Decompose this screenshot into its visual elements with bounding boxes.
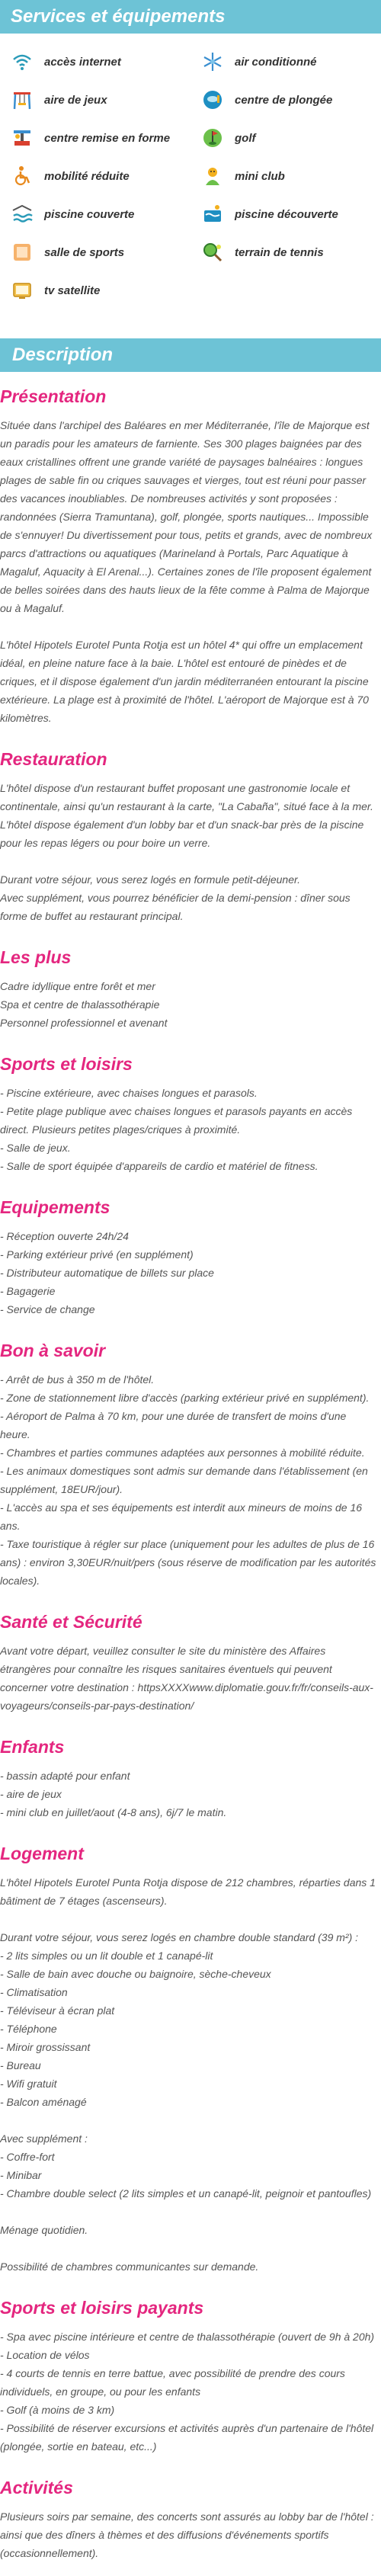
section-pr-sentation [0,386,378,727]
description-title: Description [12,344,114,365]
section-paragraph: - Spa avec piscine intérieure et centre de thalassothérapie (ouvert de 9h à 20h) - Location de vélos - 4 courts de tennis en terre battue, avec possibilité de prendre des cours individuels, en groupe, ou pour les enfants - Golf (à moins de 3 km) - Possibilité de réserver excursions et activités auprès d'un partenaire de l'hôtel (plongée, sortie en bateau, etc...) [0,2331,375,2453]
section-sant-et-s-curit- [0,1611,378,1715]
section-les-plus [0,947,378,1032]
section-paragraph: Plusieurs soirs par semaine, des concerts sont assurés au lobby bar de l'hôtel : ainsi que des dîners à thèmes et des diffusions d'événements sportifs (occasionnellement). [0,2510,374,2559]
amenity-label: centre remise en forme [44,131,171,145]
amenity-label: golf [235,131,256,145]
section-paragraph: - Arrêt de bus à 350 m de l'hôtel. - Zone de stationnement libre d'accès (parking extérieur privé en supplément). - Aéroport de Palma à 70 km, pour une durée de transfert de moins d'une heure. - Chambres et parties communes adaptées aux personnes à mobilité réduite. - Les animaux domestiques sont admis sur demande dans l'établissement (en supplément, 18EUR/jour). - L'accès au spa et ses équipements est interdit aux mineurs de moins de 16 ans. - Taxe touristique à régler sur place (uniquement pour les adultes de plus de 16 ans) : environ 3,30EUR/nuit/pers (sous réserve de modification par les autorités locales). [0,1373,376,1587]
section-heading: Sports et loisirs payants [0,2298,204,2318]
section-paragraph: Avec supplément : - Coffre-fort - Minibar - Chambre double select (2 lits simples et un canapé-lit, peignoir et pantoufles) [0,2132,372,2200]
section-sports-et-loisirs-payants [0,2297,378,2456]
section-logement [0,1843,378,2276]
sports-hall-icon [11,241,34,264]
section-heading: Bon à savoir [0,1341,106,1360]
description-banner [0,338,381,372]
amenity-item [5,273,195,308]
section-paragraph: L'hôtel dispose d'un restaurant buffet proposant une gastronomie locale et continentale, ainsi qu'un restaurant à la carte, "La Cabaña", situé face à la mer. L'hôtel dispose également d'un lobby bar et d'un snack-bar près de la piscine pour les repas légers ou pour boire un verre. [0,782,373,849]
section-restauration [0,748,378,925]
amenity-label: terrain de tennis [235,245,324,259]
amenity-label: piscine découverte [235,207,338,221]
section-paragraph: Durant votre séjour, vous serez logés en formule petit-déjeuner. Avec supplément, vous pourrez bénéficier de la demi-pension : dîner sous forme de buffet au restaurant principal. [0,873,351,922]
amenity-label: air conditionné [235,55,317,69]
outdoor-pool-icon [201,203,224,226]
amenity-label: tv satellite [44,284,101,297]
snowflake-icon [201,50,224,73]
section-paragraph: - Réception ouverte 24h/24 - Parking extérieur privé (en supplément) - Distributeur automatique de billets sur place - Bagagerie - Service de change [0,1230,214,1315]
description-content [0,386,381,2562]
section-paragraph: Située dans l'archipel des Baléares en mer Méditerranée, l'île de Majorque est un paradis pour les amateurs de farniente. Ses 300 plages baignées par des eaux cristallines offrent une grande variété de paysages balnéaires : longues plages de sable fin ou criques sauvages et vierges, tout est réuni pour passer des vacances inoubliables. De nombreuses activités y sont proposées : randonnées (Sierra Tramuntana), golf, plongée, sports nautiques... Impossible de s'ennuyer! Du divertissement pour tous, petits et grands, avec de nombreux parcs d'attractions ou aquatiques (Marineland à Portals, Parc Aquatique à Magaluf, Aquacity à El Arenal...). Certaines zones de l'île proposent également de belles soirées dans des hauts lieux de la fête comme à Palma de Majorque ou à Magaluf. [0,419,373,614]
indoor-pool-icon [11,203,34,226]
section-heading: Logement [0,1844,84,1863]
services-banner [0,0,381,34]
section-sports-et-loisirs [0,1053,378,1175]
amenity-item [195,120,381,155]
wheelchair-icon [11,165,34,187]
tennis-icon [201,241,224,264]
section-paragraph: Possibilité de chambres communicantes sur demande. [0,2260,259,2273]
section-heading: Restauration [0,749,107,769]
amenity-item [195,82,381,117]
golf-icon [201,127,224,149]
amenities-grid [0,44,381,308]
amenity-item [5,120,195,155]
amenity-label: mobilité réduite [44,169,130,183]
kids-club-icon [201,165,224,187]
section-equipements [0,1197,378,1318]
section-heading: Les plus [0,947,72,967]
section-paragraph: - bassin adapté pour enfant - aire de jeux - mini club en juillet/aout (4-8 ans), 6j/7 le matin. [0,1770,227,1818]
amenity-item [195,235,381,270]
section-bon-savoir [0,1340,378,1590]
amenity-item [195,159,381,194]
section-heading: Sports et loisirs [0,1054,133,1074]
amenity-item [5,197,195,232]
amenity-label: mini club [235,169,285,183]
playground-icon [11,88,34,111]
tv-icon [11,279,34,302]
amenity-label: accès internet [44,55,121,69]
amenity-item [5,44,195,79]
section-activit-s [0,2477,378,2562]
amenity-label: aire de jeux [44,93,107,107]
section-heading: Activités [0,2478,73,2498]
amenity-item [195,44,381,79]
section-heading: Santé et Sécurité [0,1612,142,1632]
fitness-icon [11,127,34,149]
section-paragraph: Avant votre départ, veuillez consulter le site du ministère des Affaires étrangères pour connaître les risques sanitaires éventuels qui peuvent concerner votre destination : httpsXXXXwww.diplomatie.gouv.fr/fr/conseils-aux-voyageurs/conseils-par-pays-destination/ [0,1645,373,1712]
section-paragraph: Cadre idyllique entre forêt et mer Spa et centre de thalassothérapie Personnel professionnel et avenant [0,980,168,1029]
amenity-label: piscine couverte [44,207,135,221]
amenity-item [5,82,195,117]
section-heading: Présentation [0,386,107,406]
section-paragraph: Ménage quotidien. [0,2224,88,2236]
section-heading: Enfants [0,1737,65,1757]
section-paragraph: L'hôtel Hipotels Eurotel Punta Rotja dispose de 212 chambres, réparties dans 1 bâtiment de 7 étages (ascenseurs). [0,1876,376,1907]
section-paragraph: Durant votre séjour, vous serez logés en chambre double standard (39 m²) : - 2 lits simples ou un lit double et 1 canapé-lit - Salle de bain avec douche ou baignoire, sèche-cheveux - Climatisation - Téléviseur à écran plat - Téléphone - Miroir grossissant - Bureau - Wifi gratuit - Balcon aménagé [0,1931,359,2108]
section-paragraph: L'hôtel Hipotels Eurotel Punta Rotja est un hôtel 4* qui offre un emplacement idéal, en pleine nature face à la baie. L'hôtel est entouré de pinèdes et de criques, et il dispose également d'un jardin méditerranéen entourant la piscine extérieure. La plage est à proximité de l'hôtel. L'aéroport de Majorque est à 70 kilomètres. [0,639,369,724]
amenity-label: centre de plongée [235,93,333,107]
section-enfants [0,1736,378,1821]
amenity-item [5,235,195,270]
amenity-item [195,197,381,232]
amenity-label: salle de sports [44,245,125,259]
section-heading: Equipements [0,1197,110,1217]
section-paragraph: - Piscine extérieure, avec chaises longues et parasols. - Petite plage publique avec chaises longues et parasols payants en accès direct. Plusieurs petites plages/criques à proximité. - Salle de jeux. - Salle de sport équipée d'appareils de cardio et matériel de fitness. [0,1087,353,1172]
wifi-icon [11,50,34,73]
services-title: Services et équipements [11,6,226,27]
amenity-item [5,159,195,194]
diving-icon [201,88,224,111]
